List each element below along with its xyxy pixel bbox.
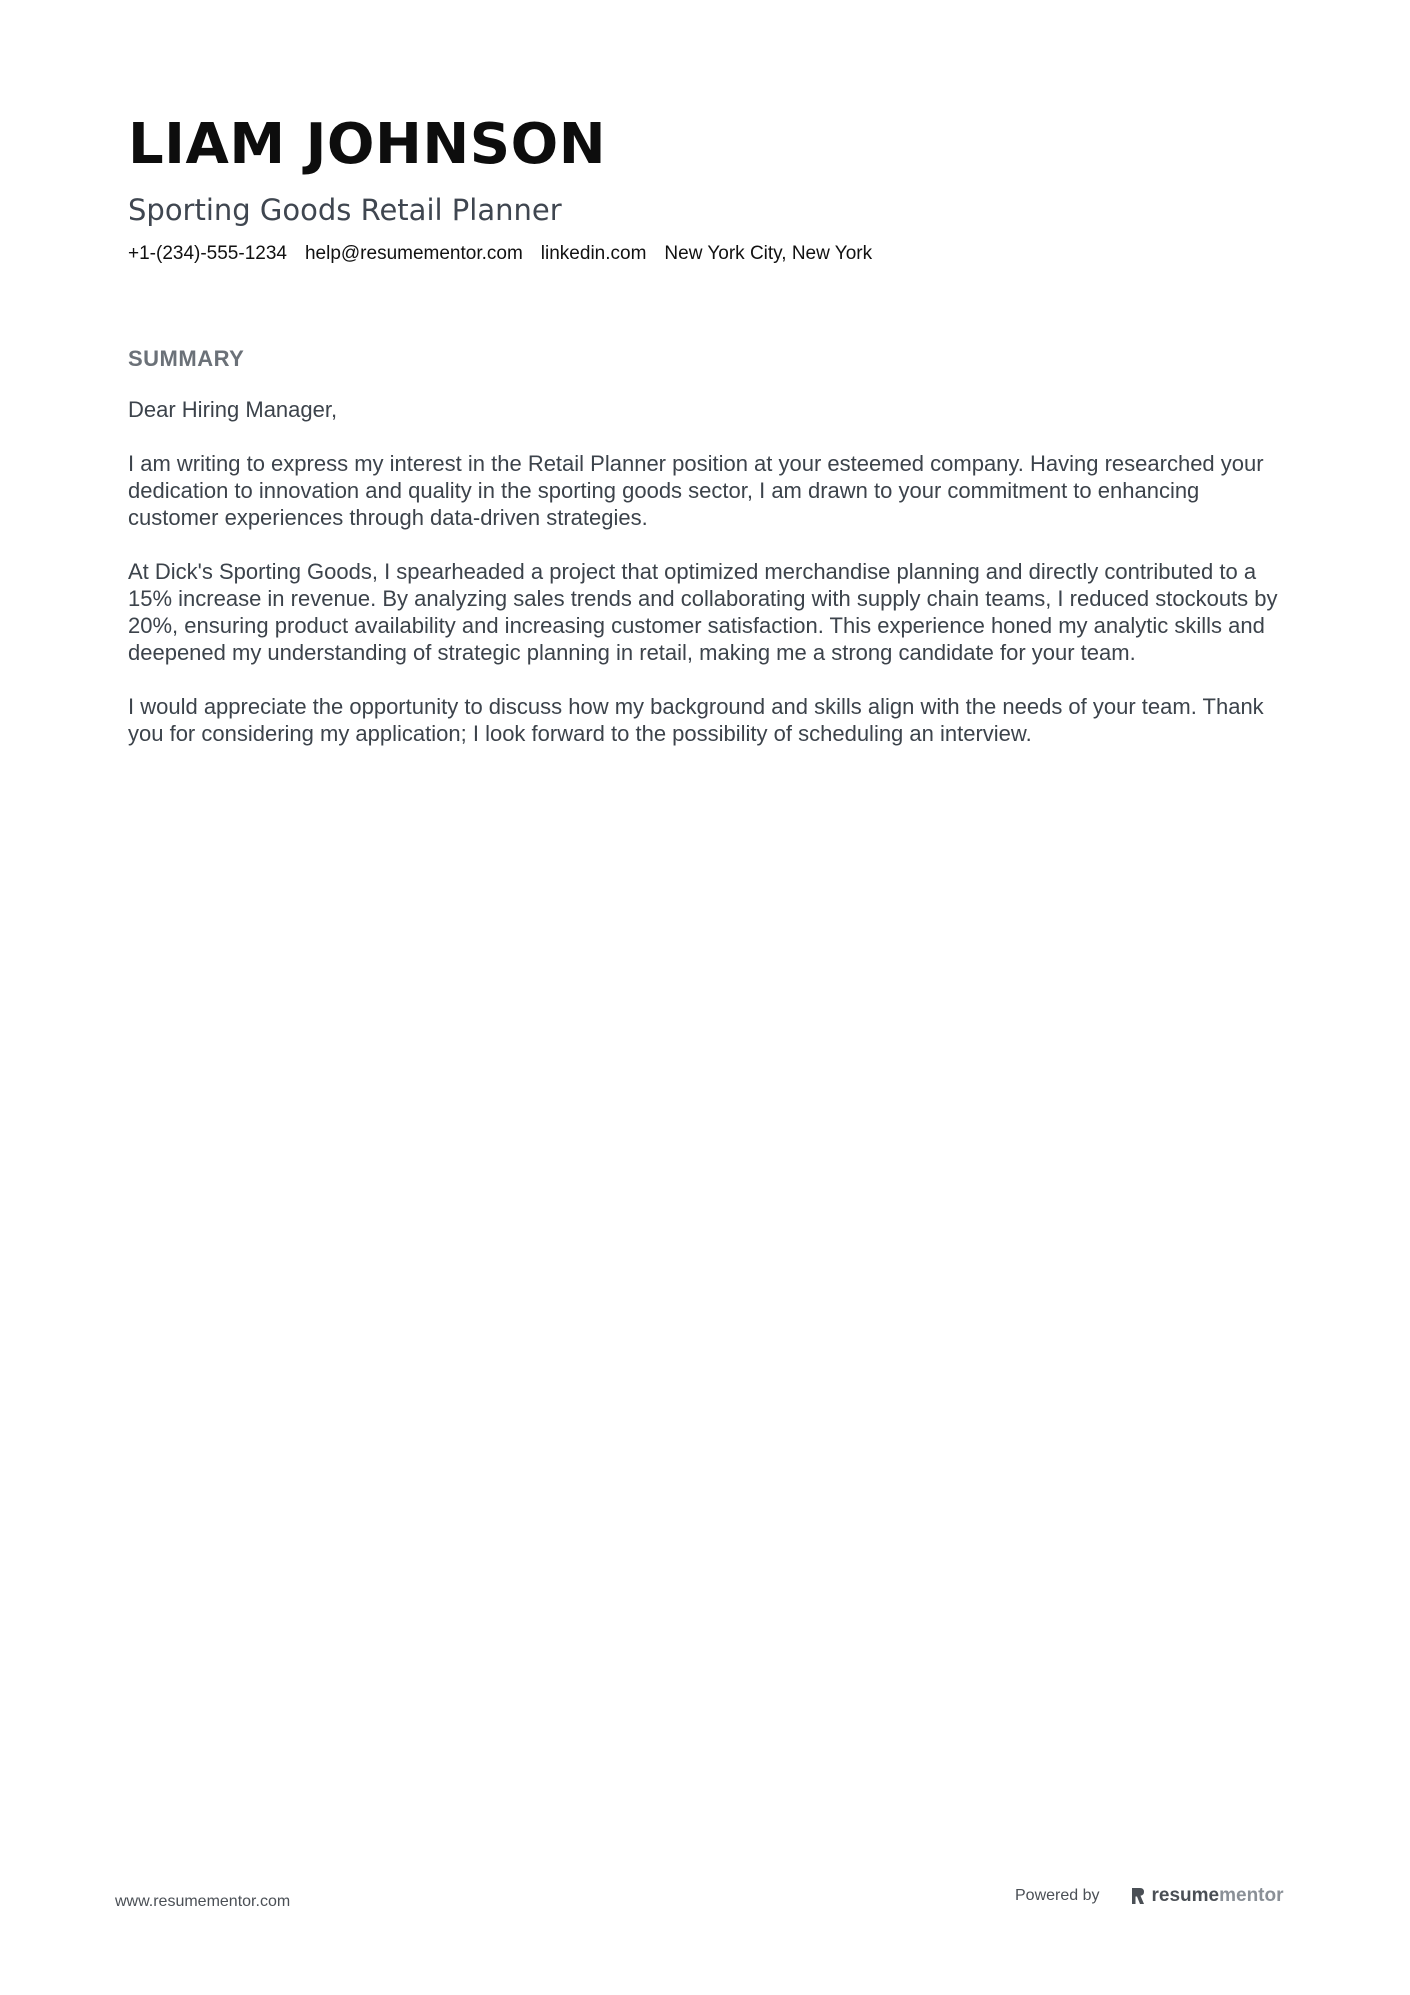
contact-location: New York City, New York: [664, 243, 873, 264]
contact-email: help@resumementor.com: [304, 243, 523, 264]
brand-name-mentor: mentor: [1219, 1885, 1284, 1906]
contact-phone: +1-(234)-555-1234: [128, 243, 287, 264]
contact-info: [128, 242, 1288, 266]
resume-header: [128, 108, 1288, 266]
footer-website: www.resumementor.com: [115, 1893, 291, 1910]
brand-logo: [1130, 1885, 1284, 1907]
cover-letter-body: [128, 396, 1288, 747]
letter-salutation: Dear Hiring Manager,: [128, 397, 338, 422]
letter-paragraph: I am writing to express my interest in the Retail Planner position at your esteemed company. Having researched your dedication to innovation and quality in the sporting goods sector, I am drawn to your commitment to enhancing customer experiences through data-driven strategies.: [128, 451, 1264, 530]
summary-section: [128, 344, 1288, 774]
letter-paragraph: At Dick's Sporting Goods, I spearheaded a project that optimized merchandise planning and directly contributed to a 15% increase in revenue. By analyzing sales trends and collaborating with supply chain teams, I reduced stockouts by 20%, ensuring product availability and increasing customer satisfaction. This experience honed my analytic skills and deepened my understanding of strategic planning in retail, making me a strong candidate for your team.: [128, 559, 1278, 665]
candidate-name: LIAM JOHNSON: [128, 112, 607, 177]
section-heading: SUMMARY: [128, 346, 245, 371]
job-title: Sporting Goods Retail Planner: [128, 193, 562, 227]
footer-branding: [1015, 1885, 1284, 1907]
brand-name-resume: resume: [1151, 1885, 1220, 1906]
resumementor-logo-icon: [1130, 1886, 1146, 1906]
letter-paragraph: I would appreciate the opportunity to discuss how my background and skills align with the needs of your team. Thank you for considering my application; I look forward to the possibility of scheduling an interview.: [128, 694, 1264, 746]
powered-by-label: Powered by: [1015, 1887, 1100, 1904]
contact-linkedin: linkedin.com: [540, 243, 647, 264]
